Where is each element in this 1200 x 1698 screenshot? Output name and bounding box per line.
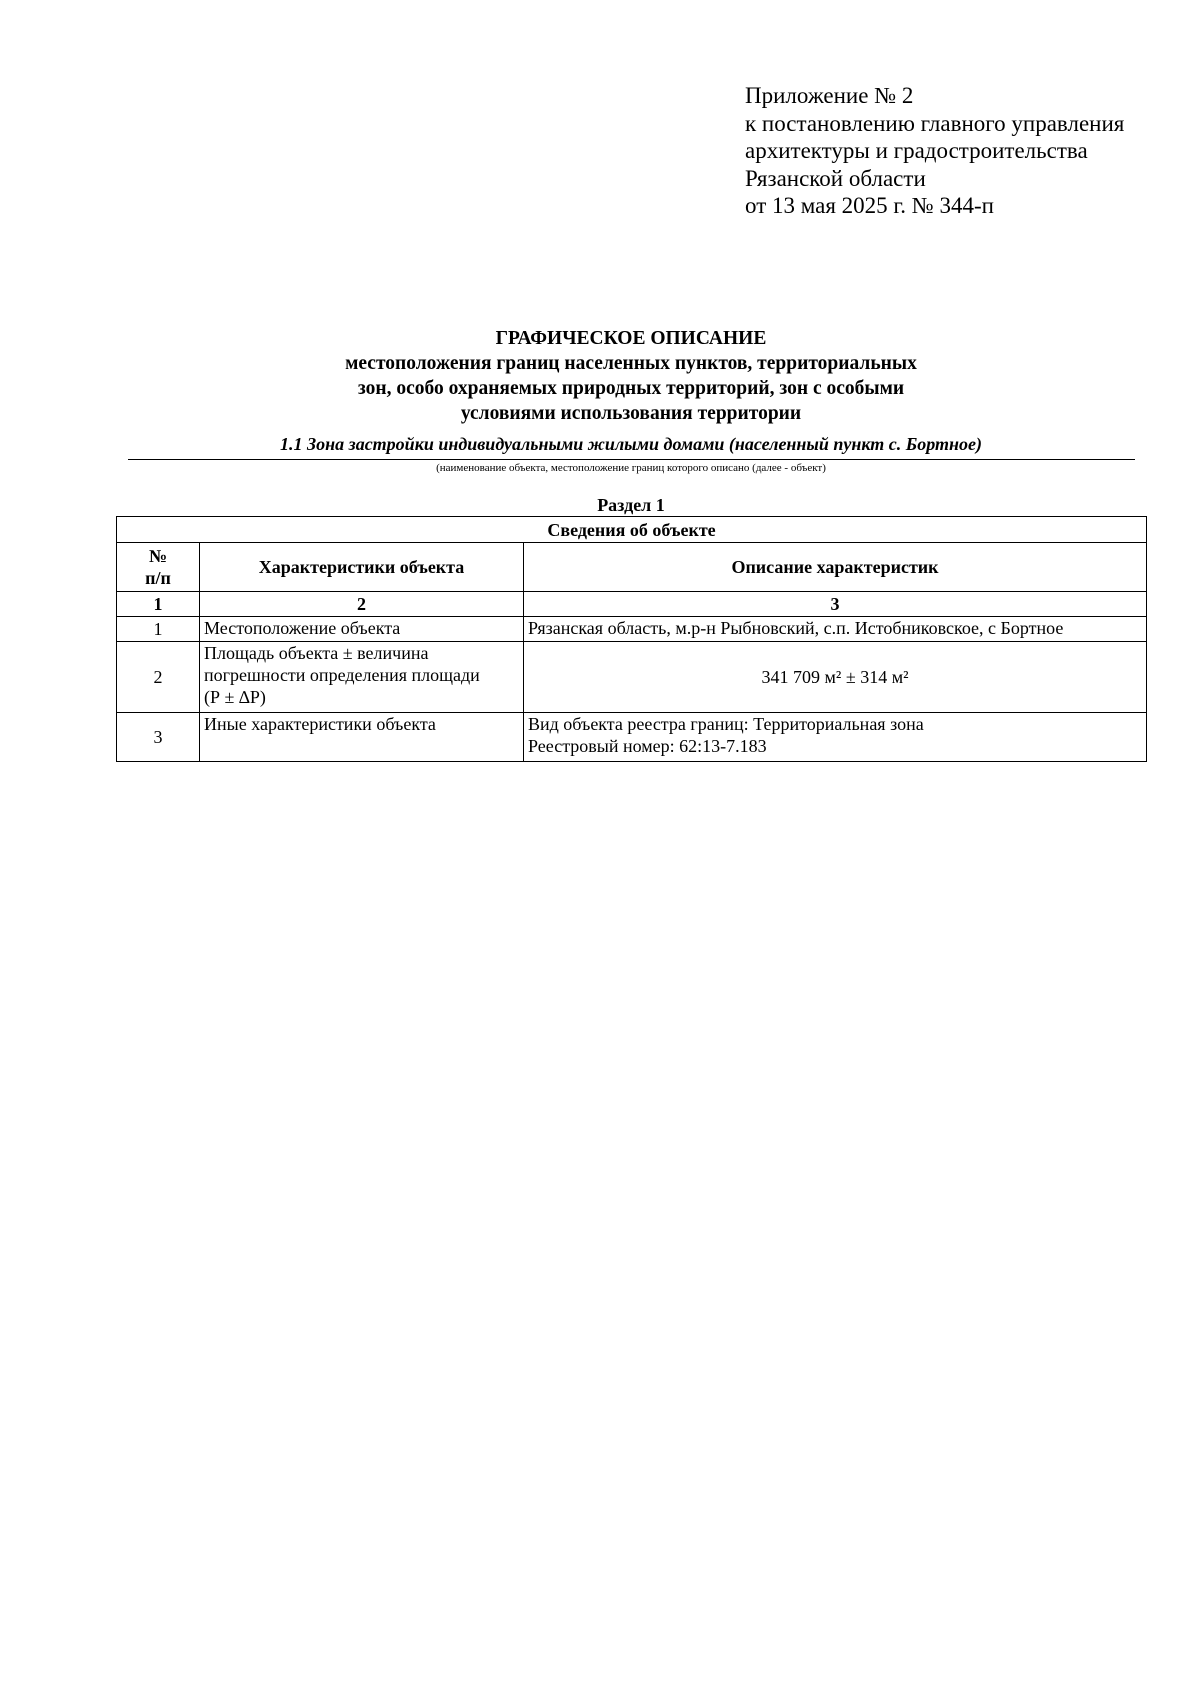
row-characteristic: [200, 642, 524, 713]
object-name-caption: (наименование объекта, местоположение границ которого описано (далее - объект): [436, 462, 826, 474]
row-number: 1: [117, 617, 200, 642]
cell-line: Реестровый номер: 62:13-7.183: [528, 736, 767, 756]
row-number: 2: [117, 642, 200, 713]
header-description: Описание характеристик: [524, 543, 1147, 592]
header-num: [117, 543, 200, 592]
row-description: [524, 713, 1147, 762]
table-caption: Сведения об объекте: [117, 517, 1147, 543]
cell-line: Площадь объекта ± величина: [204, 643, 429, 663]
object-info-table: [116, 516, 1147, 762]
document-title: [0, 326, 1200, 426]
appendix-line: Рязанской области: [745, 165, 926, 191]
table-row: [117, 713, 1147, 762]
appendix-header: [745, 82, 1124, 220]
row-characteristic: [200, 617, 524, 642]
table-row: [117, 642, 1147, 713]
table-row: [117, 617, 1147, 642]
row-description: [524, 617, 1147, 642]
appendix-line: архитектуры и градостроительства: [745, 138, 1088, 163]
cell-line: (Р ± ∆Р): [204, 687, 266, 707]
cell-line: погрешности определения площади: [204, 665, 480, 685]
cell-line: Иные характеристики объекта: [204, 714, 436, 734]
row-number: 3: [117, 713, 200, 762]
table-caption-row: [117, 517, 1147, 543]
title-line: зон, особо охраняемых природных территорий, зон с особыми: [357, 378, 905, 399]
header-num-line: п/п: [145, 568, 171, 588]
row-characteristic: [200, 713, 524, 762]
column-number-row: [117, 592, 1147, 617]
title-line: ГРАФИЧЕСКОЕ ОПИСАНИЕ: [495, 328, 767, 349]
row-description: [524, 642, 1147, 713]
table-header-row: [117, 543, 1147, 592]
cell-line: Рязанская область, м.р-н Рыбновский, с.п. Истобниковское, с Бортное: [528, 618, 1064, 638]
appendix-line: от 13 мая 2025 г. № 344-п: [745, 193, 994, 218]
column-number: 3: [524, 592, 1147, 617]
header-characteristic: Характеристики объекта: [200, 543, 524, 592]
column-number: 2: [200, 592, 524, 617]
title-line: местоположения границ населенных пунктов, территориальных: [345, 353, 917, 374]
object-name-underline: [128, 459, 1135, 460]
appendix-line: к постановлению главного управления: [745, 110, 1125, 136]
column-number: 1: [117, 592, 200, 617]
cell-line: Местоположение объекта: [204, 618, 401, 638]
cell-line: Вид объекта реестра границ: Территориальная зона: [528, 714, 924, 734]
header-num-line: №: [148, 546, 168, 566]
object-name: 1.1 Зона застройки индивидуальными жилыми домами (населенный пункт с. Бортное): [280, 434, 982, 454]
section-title: Раздел 1: [597, 495, 665, 515]
title-line: условиями использования территории: [460, 403, 802, 424]
appendix-line: Приложение № 2: [745, 83, 914, 108]
cell-line: 341 709 м² ± 314 м²: [761, 667, 909, 687]
